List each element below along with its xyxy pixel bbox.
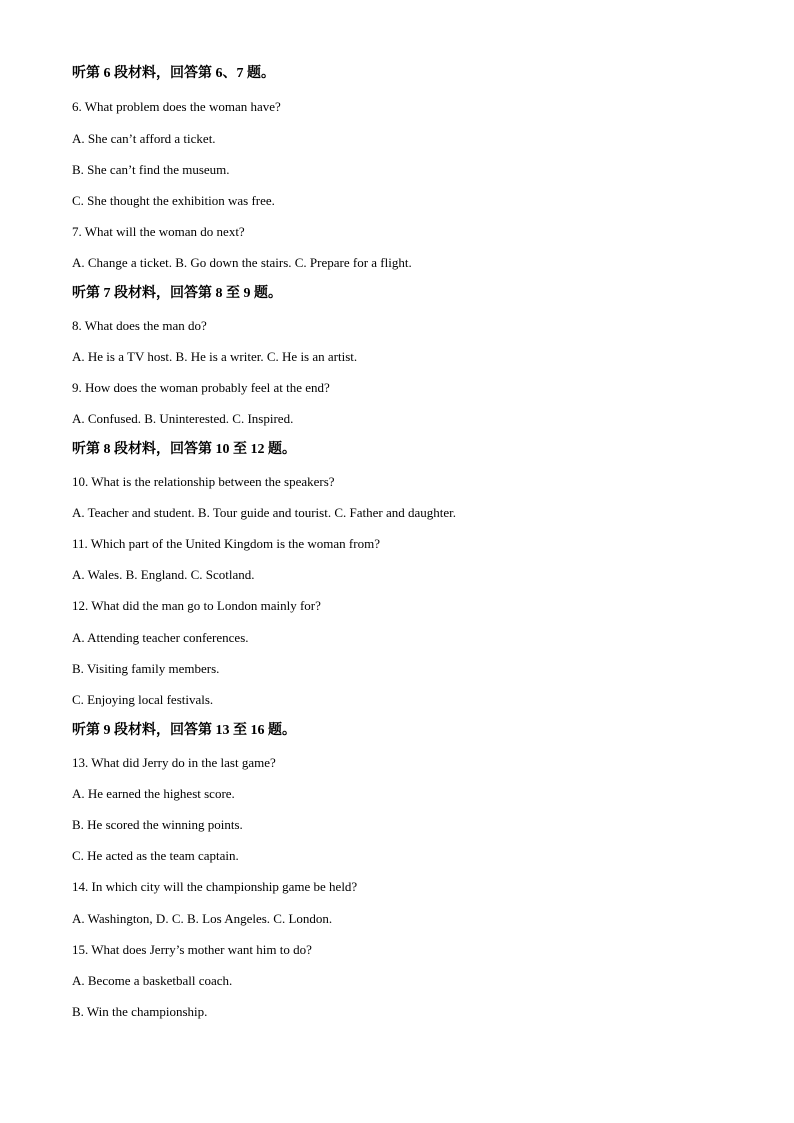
question-13: 13. What did Jerry do in the last game? [72,755,276,770]
option-13c: C. He acted as the team captain. [72,848,239,863]
question-12: 12. What did the man go to London mainly for? [72,598,321,613]
option-12c: C. Enjoying local festivals. [72,692,214,707]
options-10: A. Teacher and student. B. Tour guide and tourist. C. Father and daughter. [72,505,457,520]
options-8: A. He is a TV host. B. He is a writer. C. He is an artist. [72,349,358,364]
question-9: 9. How does the woman probably feel at the end? [72,380,330,395]
section-heading-6: 听第 6 段材料，回答第 6、7 题。 [72,66,275,81]
option-6c: C. She thought the exhibition was free. [72,193,275,208]
question-15: 15. What does Jerry’s mother want him to do? [72,942,312,957]
option-6a: A. She can’t afford a ticket. [72,131,216,146]
section-heading-8: 听第 8 段材料，回答第 10 至 12 题。 [72,442,296,457]
options-14: A. Washington, D. C. B. Los Angeles. C. London. [72,911,333,926]
options-7: A. Change a ticket. B. Go down the stairs. C. Prepare for a flight. [72,255,412,270]
question-11: 11. Which part of the United Kingdom is the woman from? [72,536,380,551]
section-heading-9: 听第 9 段材料，回答第 13 至 16 题。 [72,723,296,738]
option-6b: B. She can’t find the museum. [72,162,230,177]
question-7: 7. What will the woman do next? [72,224,245,239]
question-8: 8. What does the man do? [72,318,207,333]
option-15b: B. Win the championship. [72,1004,208,1019]
option-12b: B. Visiting family members. [72,661,220,676]
option-13a: A. He earned the highest score. [72,786,235,801]
options-11: A. Wales. B. England. C. Scotland. [72,567,255,582]
option-15a: A. Become a basketball coach. [72,973,233,988]
section-heading-7: 听第 7 段材料，回答第 8 至 9 题。 [72,286,282,301]
option-12a: A. Attending teacher conferences. [72,630,249,645]
question-6: 6. What problem does the woman have? [72,99,281,114]
option-13b: B. He scored the winning points. [72,817,243,832]
options-9: A. Confused. B. Uninterested. C. Inspired. [72,411,294,426]
question-10: 10. What is the relationship between the speakers? [72,474,335,489]
question-14: 14. In which city will the championship game be held? [72,879,358,894]
